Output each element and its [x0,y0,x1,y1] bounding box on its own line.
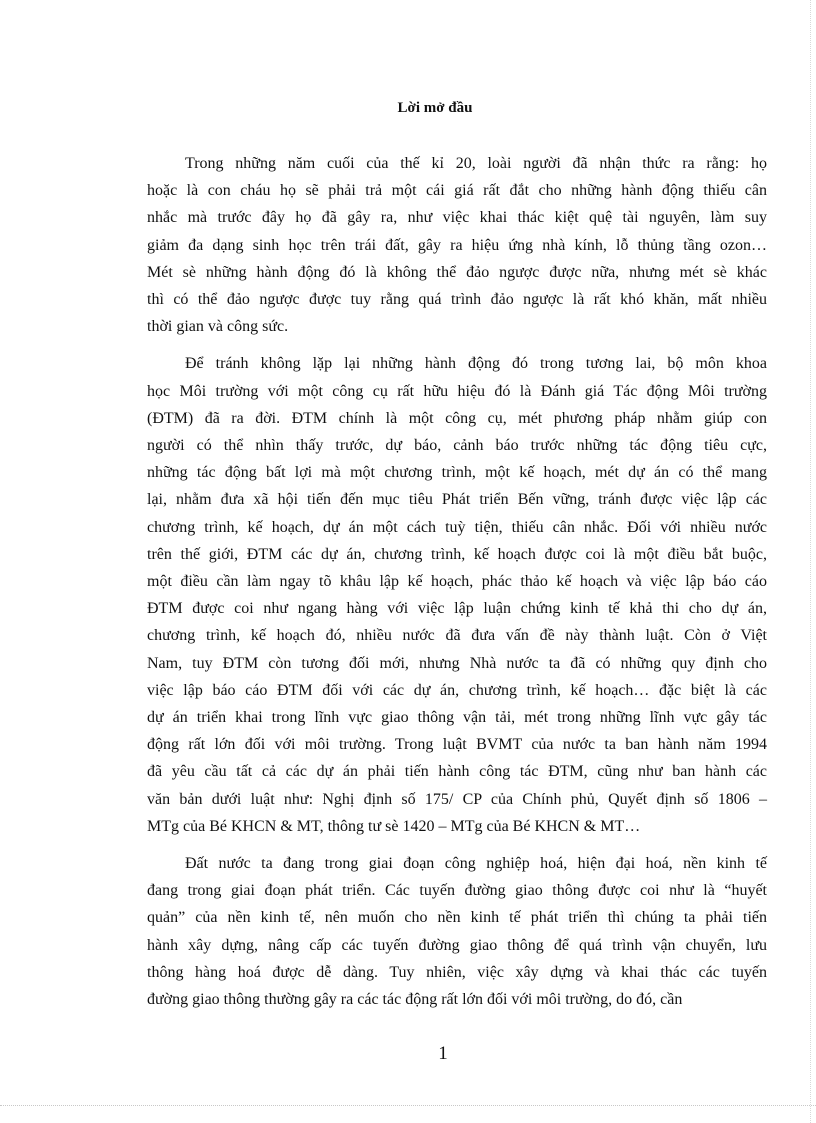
text-line: người có thể nhìn thấy trước, dự báo, cảnh báo trước những tác động tiêu cực, [147,437,767,455]
paragraph-1 [147,150,767,340]
text-line: thông hàng hoá được dễ dàng. Tuy nhiên, việc xây dựng và khai thác các tuyến [147,963,767,981]
text-line: đang trong giai đoạn phát triển. Các tuyến đường giao thông được coi như là “huyết [147,882,767,900]
paragraph-3 [147,850,767,1013]
text-line: chương trình, kế hoạch đó, nhiều nước đã đưa vấn đề này thành luật. Còn ở Việt [147,627,767,645]
paragraph-2 [147,350,767,840]
text-line: động rất lớn đối với môi trường. Trong luật BVMT của nước ta ban hành năm 1994 [147,736,767,754]
text-line: văn bản dưới luật như: Nghị định số 175/ CP của Chính phủ, Quyết định số 1806 – [147,790,767,808]
text-line: thì có thể đảo ngược được tuy rằng quá trình đảo ngược là rất khó khăn, mất nhiều [147,291,767,309]
text-line: một điều cần làm ngay tõ khâu lập kế hoạch, phác thảo kế hoạch và việc lập báo cáo [147,573,767,591]
text-line: (ĐTM) đã ra đời. ĐTM chính là một công cụ, mét phương pháp nhằm giúp con [147,409,767,427]
text-line: MTg của Bé KHCN & MT, thông tư sè 1420 – MTg của Bé KHCN & MT… [147,817,641,835]
text-line: lại, nhằm đưa xã hội tiến đến mục tiêu Phát triển Bến vững, tránh được việc lập các [147,491,767,509]
text-line: Nam, tuy ĐTM còn tương đối mới, nhưng Nhà nước ta đã có những quy định cho [147,654,767,672]
text-line: Trong những năm cuối của thế kỉ 20, loài người đã nhận thức ra rằng: họ [185,155,767,172]
page-number: 1 [438,1043,448,1064]
text-line: chương trình, kế hoạch, dự án một cách tuỳ tiện, thiếu cân nhắc. Đối với nhiều nước [147,518,767,536]
text-line: hoặc là con cháu họ sẽ phải trả một cái giá rất đắt cho những hành động thiếu cân [147,182,767,200]
text-line: hành xây dựng, nâng cấp các tuyến đường giao thông để quá trình vận chuyển, lưu [147,936,767,954]
text-line: trên thế giới, ĐTM các dự án, chương trình, kế hoạch được coi là một điều bắt buộc, [147,545,767,563]
text-line: Đất nước ta đang trong giai đoạn công nghiệp hoá, hiện đại hoá, nền kinh tế [185,855,767,873]
page-title: Lời mở đầu [397,100,473,116]
text-line: việc lập báo cáo ĐTM đối với các dự án, chương trình, kế hoạch… đặc biệt là các [147,681,767,699]
text-line: thời gian và công sức. [147,318,289,336]
text-line: dự án triển khai trong lĩnh vực giao thông vận tải, mét trong những lĩnh vực gây tác [147,709,767,727]
text-line: những tác động bất lợi mà một chương trình, một kế hoạch, mét dự án có thể mang [147,464,767,482]
text-line: đã yêu cầu tất cả các dự án phải tiến hành công tác ĐTM, cũng như ban hành các [147,763,767,781]
text-line: học Môi trường với một công cụ rất hữu hiệu đó là Đánh giá Tác động Môi trường [147,382,767,400]
text-line: nhắc mà trước đây họ đã gây ra, như việc khai thác kiệt quệ tài nguyên, làm suy [147,209,767,227]
text-line: ĐTM được coi như ngang hàng với việc lập luận chứng kinh tế khả thi cho dự án, [147,600,767,618]
page-right-border [810,0,811,1123]
text-line: quản” của nền kinh tế, nên muốn cho nền kinh tế phát triển thì chúng ta phải tiến [147,909,767,927]
page-bottom-border [0,1105,816,1106]
text-line: giảm đa dạng sinh học trên trái đất, gây ra hiệu ứng nhà kính, lỗ thủng tầng ozon… [147,236,767,254]
text-line: Để tránh không lặp lại những hành động đó trong tương lai, bộ môn khoa [185,355,767,373]
document-body [147,150,767,1023]
text-line: Mét sè những hành động đó là không thể đảo ngược được nữa, nhưng mét sè khác [147,263,767,281]
text-line: đường giao thông thường gây ra các tác động rất lớn đối với môi trường, do đó, cần [147,991,683,1009]
